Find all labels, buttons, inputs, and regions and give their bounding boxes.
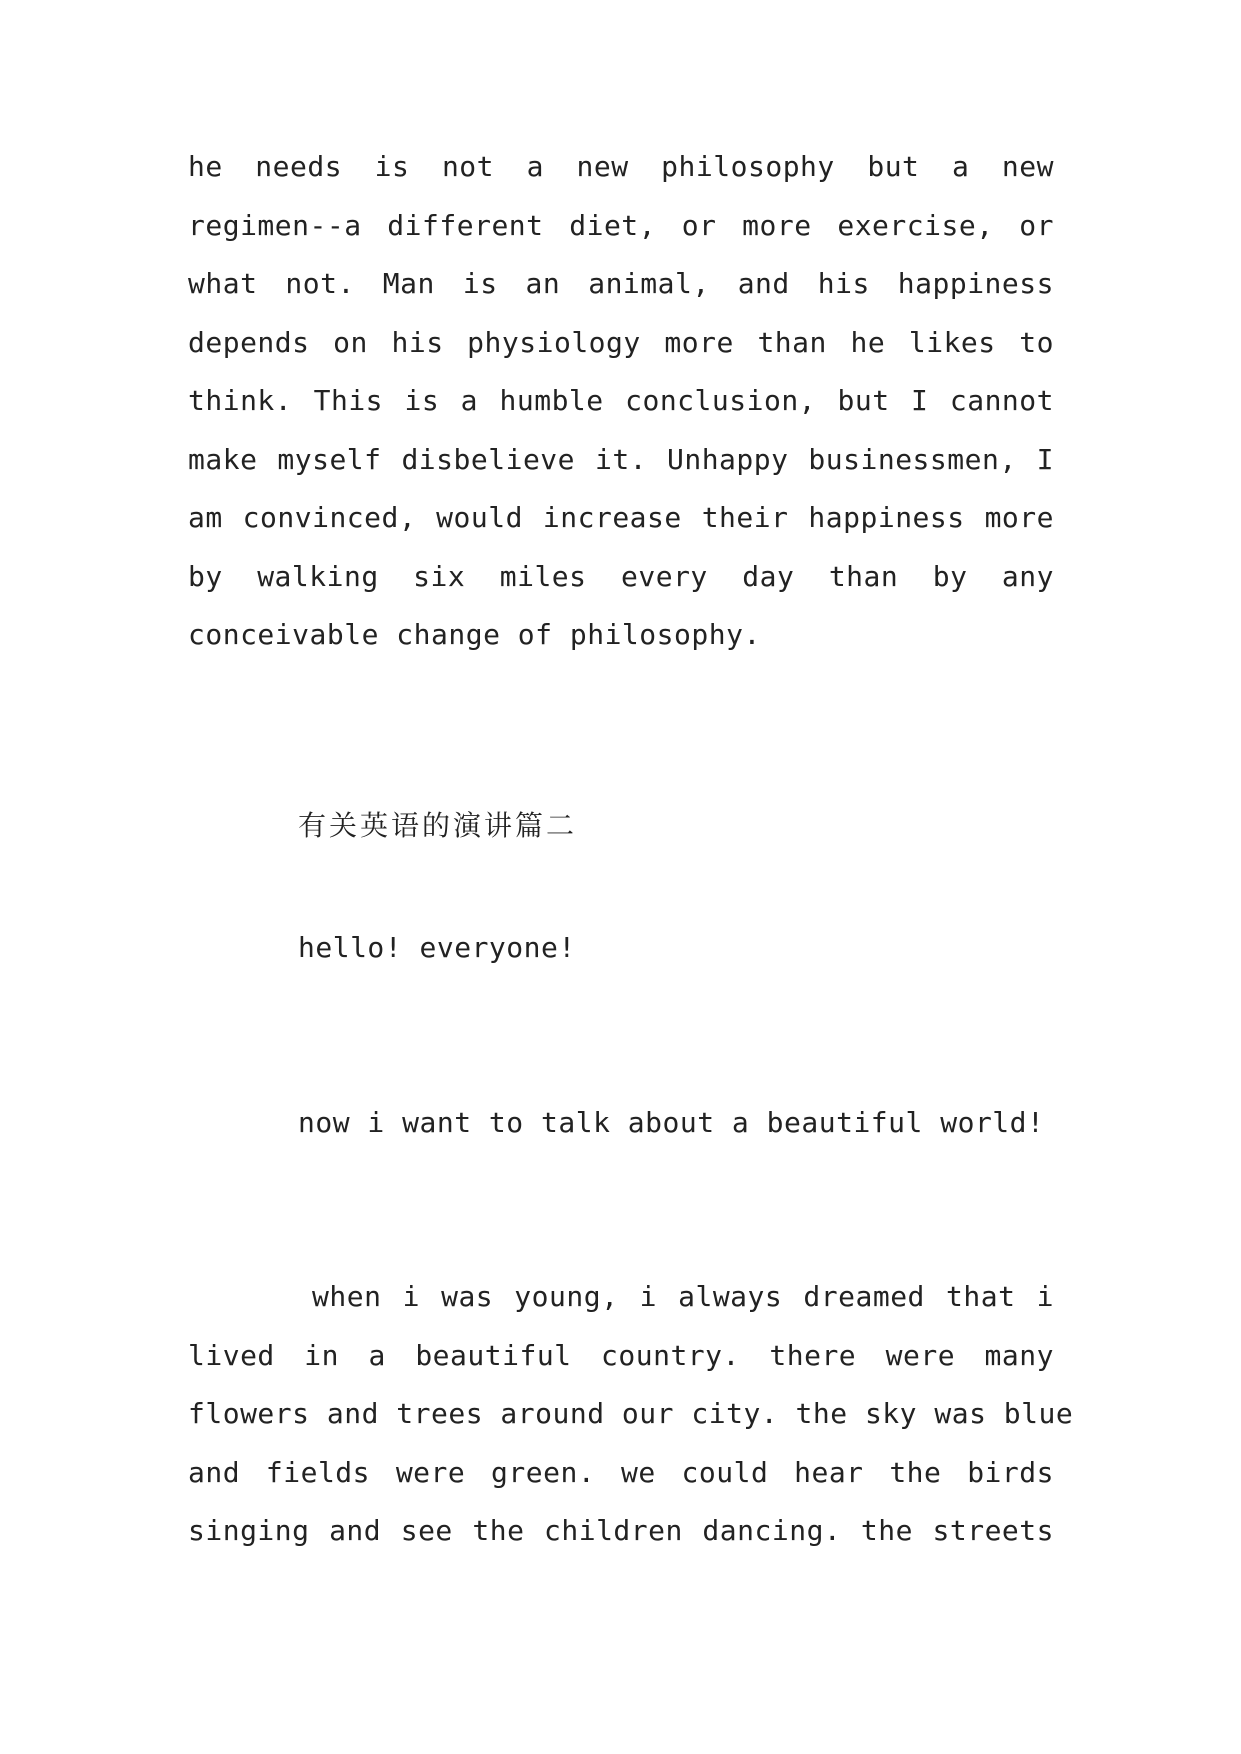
text-line: when i was young, i always dreamed that i xyxy=(312,1280,1054,1313)
text-line: and fields were green. we could hear the birds xyxy=(188,1455,1054,1489)
text-line: conceivable change of philosophy. xyxy=(188,618,761,651)
text-line: regimen--a different diet, or more exercise, or xyxy=(188,208,1054,242)
text-line: flowers and trees around our city. the sky was blue xyxy=(188,1397,1074,1430)
text-line: think. This is a humble conclusion, but I cannot xyxy=(188,384,1054,417)
section-heading: 有关英语的演讲篇二 xyxy=(298,809,578,842)
text-line: by walking six miles every day than by any xyxy=(188,559,1054,593)
text-line: what not. Man is an animal, and his happiness xyxy=(188,267,1054,300)
text-line: depends on his physiology more than he likes to xyxy=(188,325,1054,359)
text-line: am convinced, would increase their happiness more xyxy=(188,501,1054,534)
text-line: make myself disbelieve it. Unhappy businessmen, I xyxy=(188,442,1054,476)
intro-line: now i want to talk about a beautiful world! xyxy=(298,1106,1045,1139)
paragraph-beautiful-world xyxy=(188,1268,1074,1561)
text-line: singing and see the children dancing. the streets xyxy=(188,1514,1054,1547)
paragraph-philosophy xyxy=(188,138,1054,665)
text-line: he needs is not a new philosophy but a new xyxy=(188,150,1054,183)
greeting-line: hello! everyone! xyxy=(298,931,576,964)
text-line: lived in a beautiful country. there were many xyxy=(188,1338,1054,1372)
